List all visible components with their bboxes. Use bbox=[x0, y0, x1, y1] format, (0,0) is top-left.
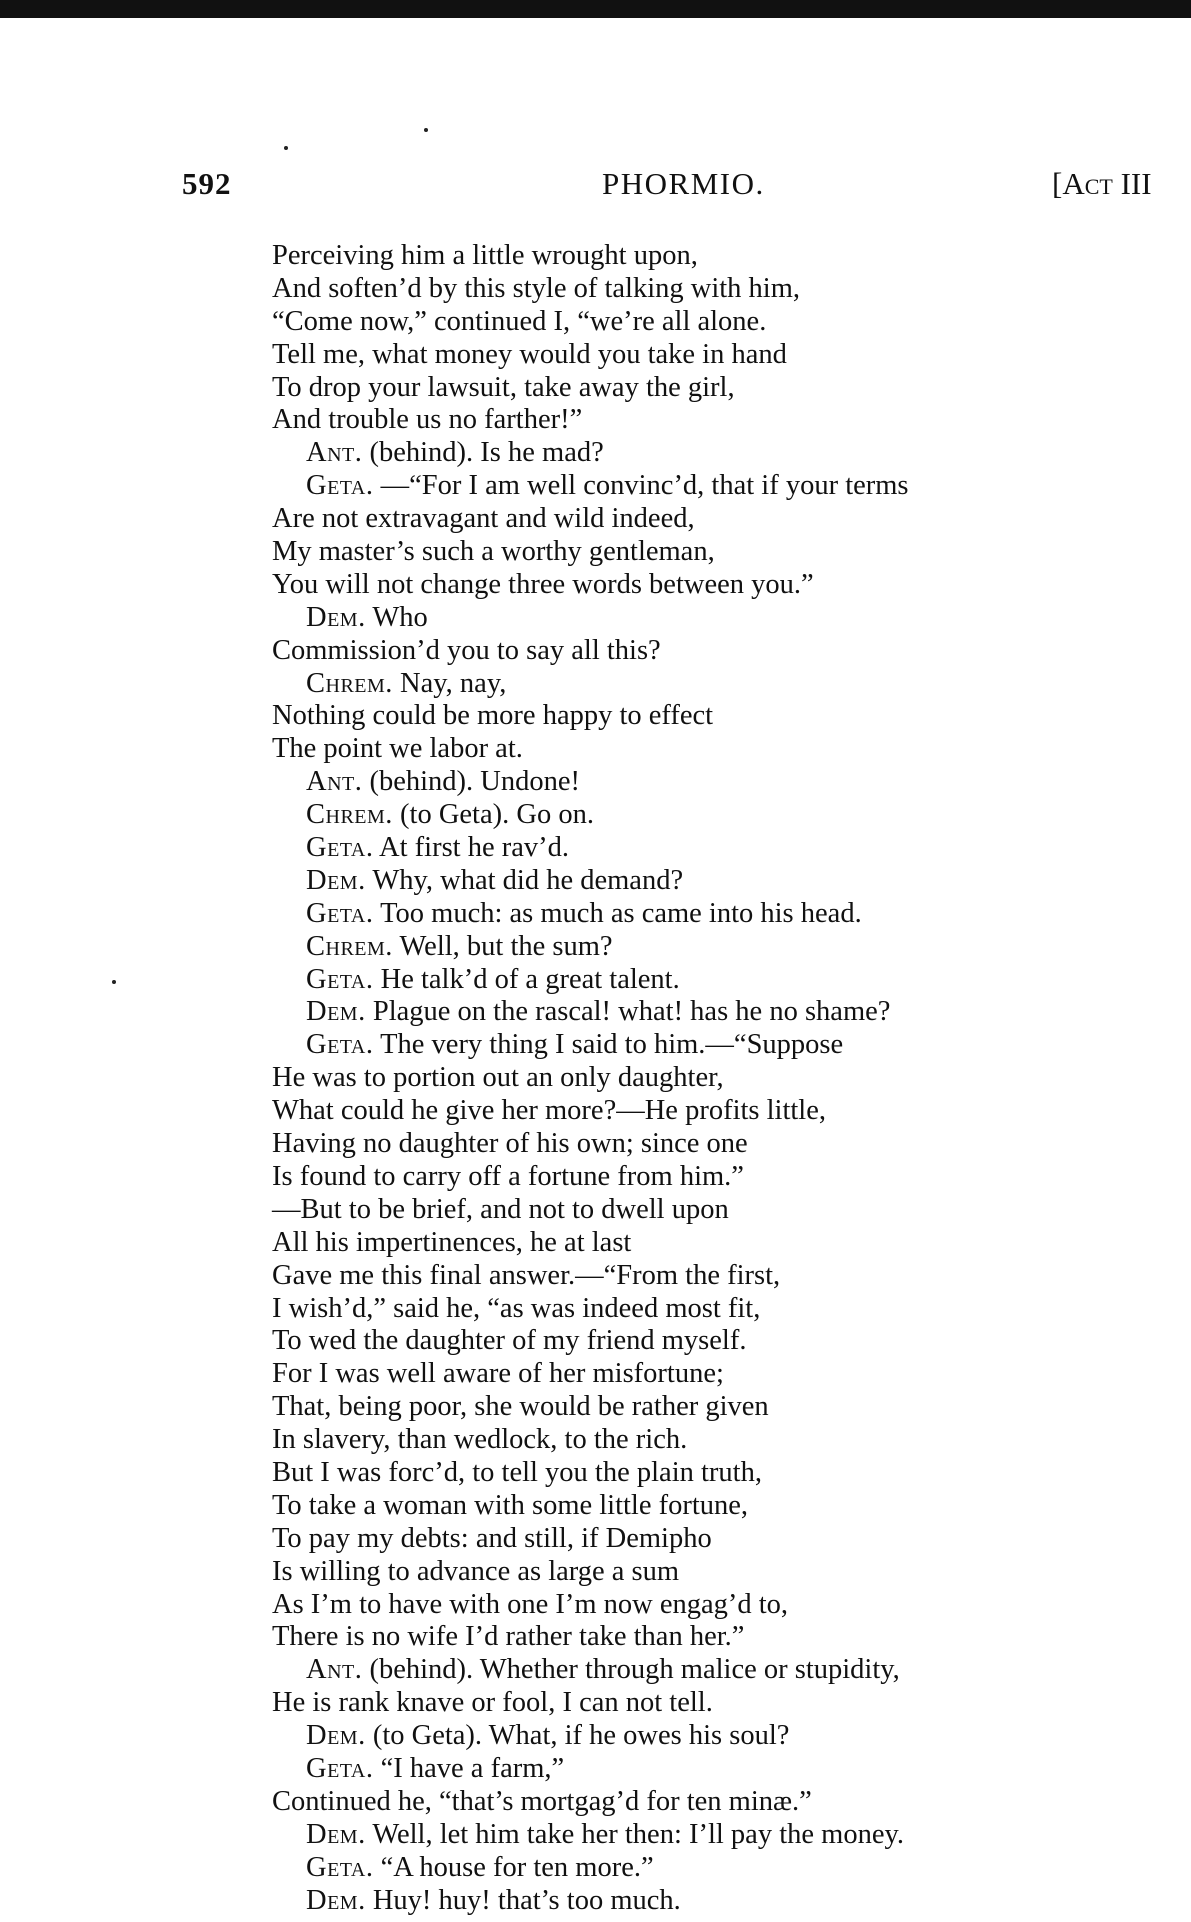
act-label: [Act III bbox=[1052, 166, 1152, 201]
verse-line bbox=[272, 1556, 1172, 1589]
speaker-name: Chrem . bbox=[306, 668, 393, 699]
verse-line bbox=[272, 1424, 1172, 1457]
line-text: —But to be brief, and not to dwell upon bbox=[272, 1193, 729, 1225]
line-text: “I have a farm,” bbox=[380, 1752, 565, 1784]
speaker-name: Geta . bbox=[306, 1852, 373, 1883]
line-text: That, being poor, she would be rather given bbox=[272, 1391, 769, 1423]
verse-line bbox=[272, 1753, 1172, 1786]
verse-line bbox=[272, 1654, 1172, 1687]
verse-line bbox=[272, 1293, 1172, 1326]
verse-line bbox=[272, 372, 1172, 405]
verse-line bbox=[272, 1194, 1172, 1227]
line-text: He talk’d of a great talent. bbox=[380, 963, 680, 995]
speaker-name: Geta . bbox=[306, 832, 373, 863]
line-text: My master’s such a worthy gentleman, bbox=[272, 536, 715, 568]
verse-line bbox=[272, 1128, 1172, 1161]
line-text: I wish’d,” said he, “as was indeed most fit, bbox=[272, 1292, 761, 1324]
line-text: The point we labor at. bbox=[272, 733, 523, 765]
page-number: 592 bbox=[182, 166, 232, 201]
line-text: Too much: as much as came into his head. bbox=[380, 897, 862, 929]
top-border-rule bbox=[0, 0, 1191, 18]
line-text: (to Geta). Go on. bbox=[400, 799, 594, 831]
line-text: Commission’d you to say all this? bbox=[272, 634, 661, 666]
line-text: Huy! huy! that’s too much. bbox=[372, 1884, 681, 1916]
verse-line bbox=[272, 240, 1172, 273]
verse-line bbox=[272, 1490, 1172, 1523]
line-text: (behind). Is he mad? bbox=[369, 437, 604, 469]
verse-line bbox=[272, 964, 1172, 997]
verse-line bbox=[272, 1852, 1172, 1885]
line-text: Why, what did he demand? bbox=[372, 864, 684, 896]
line-text: Nothing could be more happy to effect bbox=[272, 700, 714, 732]
verse-line bbox=[272, 470, 1172, 503]
verse-line bbox=[272, 1523, 1172, 1556]
line-text: He was to portion out an only daughter, bbox=[272, 1062, 724, 1094]
line-text: Continued he, “that’s mortgag’d for ten minæ.” bbox=[272, 1785, 812, 1817]
line-text: The very thing I said to him.—“Suppose bbox=[380, 1029, 844, 1061]
verse-line bbox=[272, 1161, 1172, 1194]
line-text: Plague on the rascal! what! has he no shame? bbox=[372, 996, 891, 1028]
line-text: He is rank knave or fool, I can not tell. bbox=[272, 1687, 713, 1719]
speaker-name: Chrem . bbox=[306, 799, 393, 830]
speaker-name: Ant . bbox=[306, 1654, 362, 1685]
verse-line bbox=[272, 503, 1172, 536]
verse-line bbox=[272, 536, 1172, 569]
speaker-name: Dem . bbox=[306, 865, 366, 896]
running-title: PHORMIO. bbox=[602, 166, 765, 201]
verse-line bbox=[272, 832, 1172, 865]
speaker-name: Geta . bbox=[306, 898, 373, 929]
line-text: Nay, nay, bbox=[400, 667, 507, 699]
speaker-name: Dem . bbox=[306, 1819, 366, 1850]
line-text: To wed the daughter of my friend myself. bbox=[272, 1325, 747, 1357]
line-text: And soften’d by this style of talking with him, bbox=[272, 272, 801, 304]
line-text: To pay my debts: and still, if Demipho bbox=[272, 1522, 712, 1554]
speaker-name: Ant . bbox=[306, 437, 362, 468]
line-text: You will not change three words between you.” bbox=[272, 568, 814, 600]
verse-line bbox=[272, 766, 1172, 799]
verse-line bbox=[272, 1095, 1172, 1128]
line-text: Who bbox=[372, 601, 428, 633]
verse-line bbox=[272, 1358, 1172, 1391]
verse-line bbox=[272, 635, 1172, 668]
line-text: At first he rav’d. bbox=[379, 832, 569, 864]
verse-line bbox=[272, 1786, 1172, 1819]
ink-speck bbox=[284, 146, 288, 150]
verse-line bbox=[272, 1325, 1172, 1358]
verse-line bbox=[272, 1885, 1172, 1918]
line-text: (behind). Whether through malice or stupidity, bbox=[369, 1654, 900, 1686]
verse-line bbox=[272, 1227, 1172, 1260]
line-text: There is no wife I’d rather take than her.” bbox=[272, 1621, 745, 1653]
verse-line bbox=[272, 1621, 1172, 1654]
line-text: Well, but the sum? bbox=[399, 930, 613, 962]
verse-line bbox=[272, 306, 1172, 339]
verse-line bbox=[272, 1457, 1172, 1490]
line-text: “Come now,” continued I, “we’re all alone. bbox=[272, 305, 767, 337]
line-text: To take a woman with some little fortune, bbox=[272, 1489, 749, 1521]
line-text: Perceiving him a little wrought upon, bbox=[272, 240, 698, 271]
speaker-name: Chrem . bbox=[306, 931, 393, 962]
line-text: Is found to carry off a fortune from him.” bbox=[272, 1160, 744, 1192]
line-text: Gave me this final answer.—“From the first, bbox=[272, 1259, 781, 1291]
line-text: To drop your lawsuit, take away the girl, bbox=[272, 371, 735, 403]
verse-line bbox=[272, 1260, 1172, 1293]
speaker-name: Geta . bbox=[306, 1029, 373, 1060]
verse-line bbox=[272, 996, 1172, 1029]
verse-line bbox=[272, 865, 1172, 898]
speaker-name: Geta . bbox=[306, 470, 373, 501]
verse-line bbox=[272, 1819, 1172, 1852]
line-text: Having no daughter of his own; since one bbox=[272, 1128, 748, 1160]
line-text: (to Geta). What, if he owes his soul? bbox=[372, 1720, 790, 1752]
line-text: In slavery, than wedlock, to the rich. bbox=[272, 1424, 688, 1456]
speaker-name: Dem . bbox=[306, 1885, 366, 1916]
speaker-name: Dem . bbox=[306, 602, 366, 633]
verse-line bbox=[272, 799, 1172, 832]
line-text: All his impertinences, he at last bbox=[272, 1226, 632, 1258]
verse-line bbox=[272, 339, 1172, 372]
verse-line bbox=[272, 437, 1172, 470]
speaker-name: Geta . bbox=[306, 1753, 373, 1784]
ink-speck bbox=[112, 980, 116, 984]
verse-line bbox=[272, 1687, 1172, 1720]
line-text: Tell me, what money would you take in hand bbox=[272, 338, 787, 370]
speaker-name: Ant . bbox=[306, 766, 362, 797]
speaker-name: Dem . bbox=[306, 996, 366, 1027]
line-text: As I’m to have with one I’m now engag’d to, bbox=[272, 1588, 789, 1620]
line-text: And trouble us no farther!” bbox=[272, 404, 583, 436]
verse-line bbox=[272, 898, 1172, 931]
ink-speck bbox=[424, 128, 428, 132]
verse-line bbox=[272, 931, 1172, 964]
page-header bbox=[0, 166, 1191, 216]
line-text: Is willing to advance as large a sum bbox=[272, 1555, 680, 1587]
verse-line bbox=[272, 602, 1172, 635]
verse-line bbox=[272, 569, 1172, 602]
line-text: What could he give her more?—He profits little, bbox=[272, 1095, 826, 1127]
verse-line bbox=[272, 273, 1172, 306]
verse-line bbox=[272, 1720, 1172, 1753]
verse-line bbox=[272, 700, 1172, 733]
verse-line bbox=[272, 1062, 1172, 1095]
line-text: For I was well aware of her misfortune; bbox=[272, 1358, 724, 1390]
verse-line bbox=[272, 404, 1172, 437]
line-text: —“For I am well convinc’d, that if your terms bbox=[380, 470, 909, 502]
line-text: But I was forc’d, to tell you the plain truth, bbox=[272, 1456, 762, 1488]
verse-line bbox=[272, 1029, 1172, 1062]
speaker-name: Geta . bbox=[306, 964, 373, 995]
verse-line bbox=[272, 1589, 1172, 1622]
verse-body bbox=[272, 240, 1172, 1917]
verse-line bbox=[272, 668, 1172, 701]
speaker-name: Dem . bbox=[306, 1720, 366, 1751]
line-text: Are not extravagant and wild indeed, bbox=[272, 503, 695, 535]
line-text: Well, let him take her then: I’ll pay the money. bbox=[372, 1818, 904, 1850]
verse-line bbox=[272, 733, 1172, 766]
verse-line bbox=[272, 1391, 1172, 1424]
line-text: (behind). Undone! bbox=[369, 766, 581, 798]
line-text: “A house for ten more.” bbox=[380, 1851, 654, 1883]
